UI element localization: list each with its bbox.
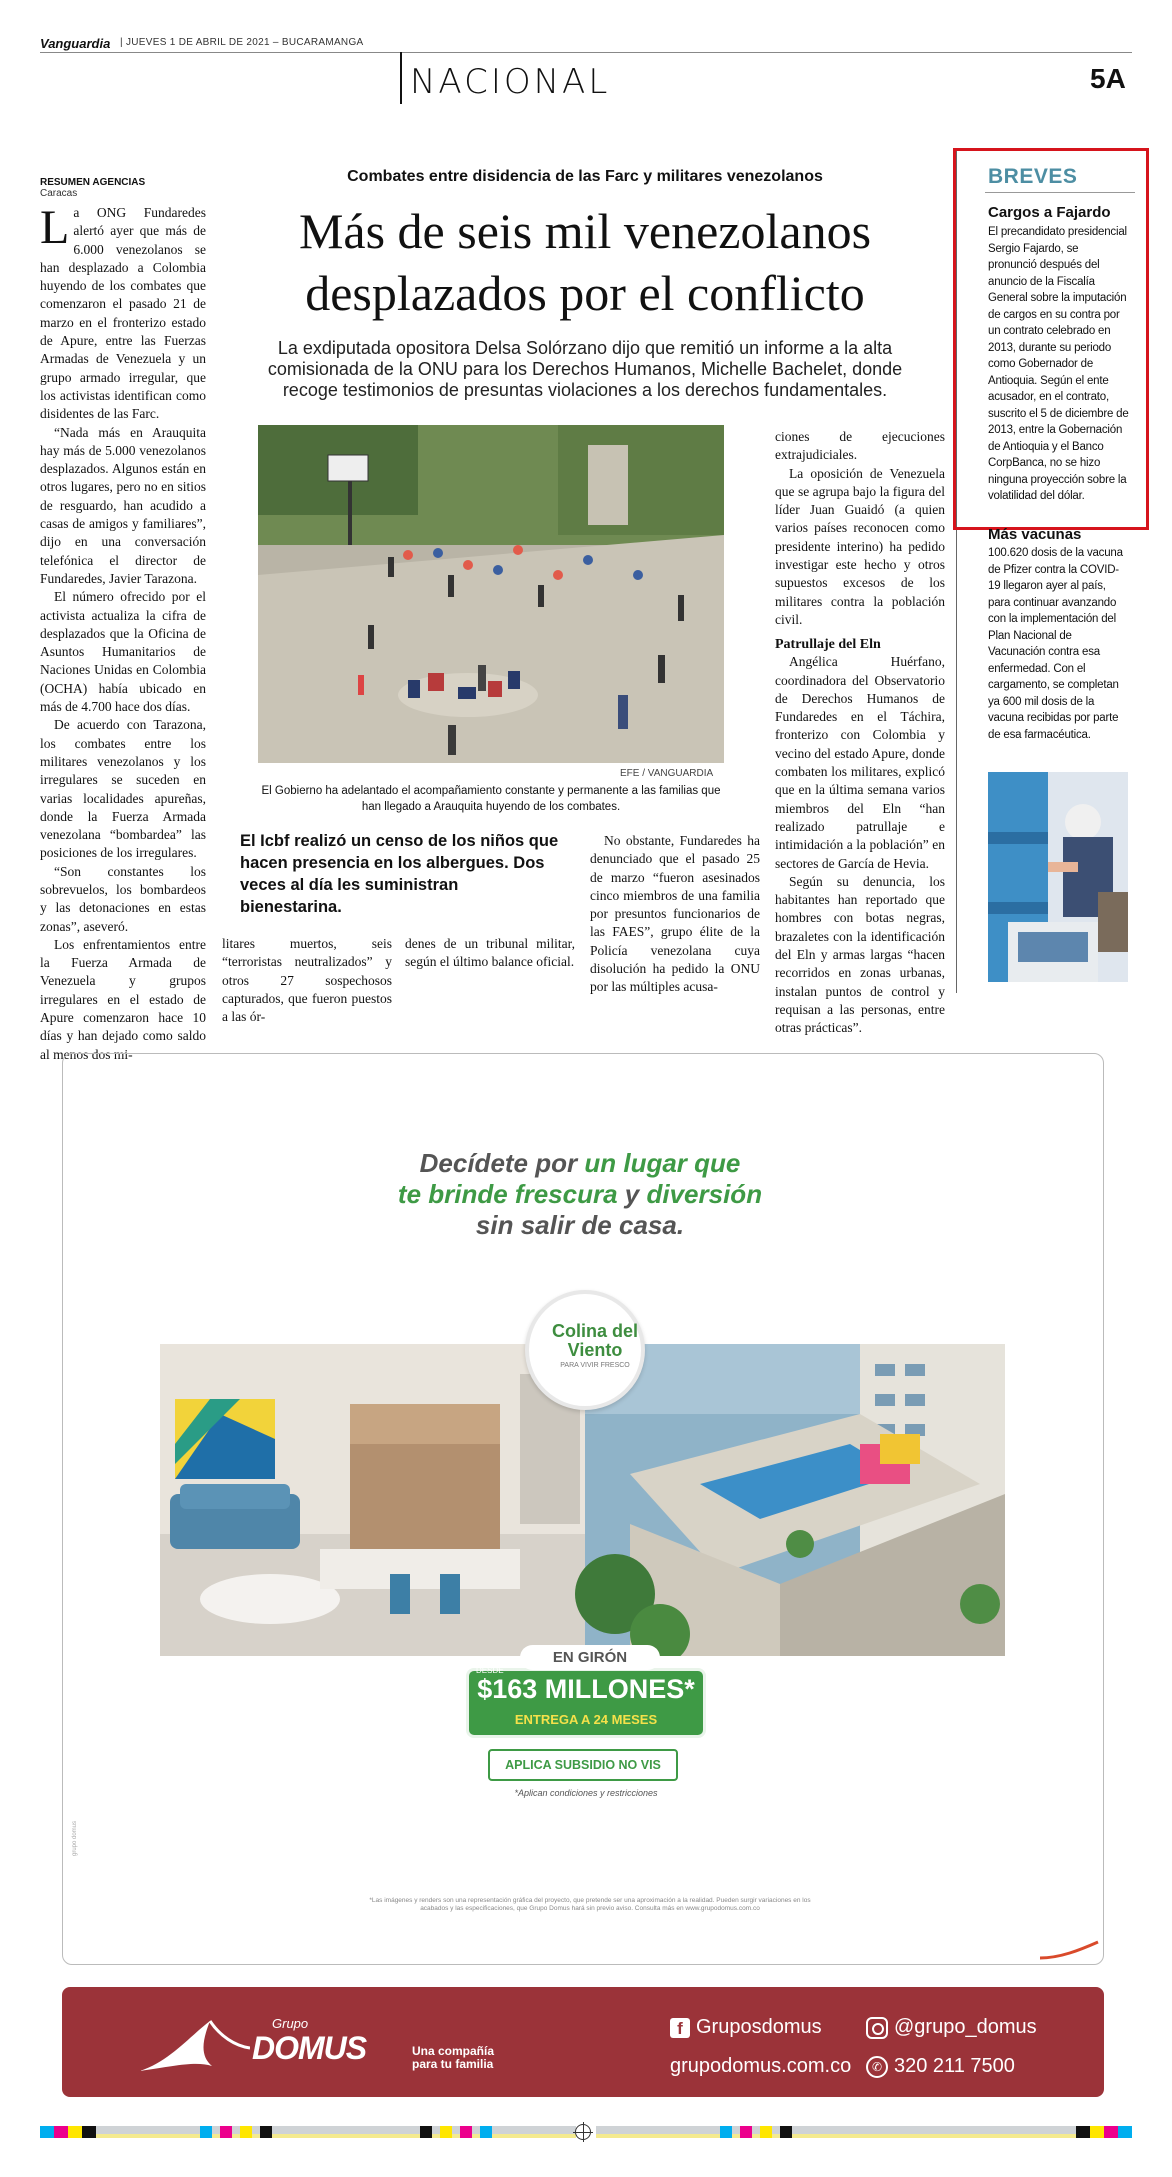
price: $163 MILLONES* [477,1674,695,1704]
domus-wordmark: DOMUS [252,2030,367,2066]
breve-title: Más vacunas [988,526,1082,543]
masthead-brand: Vanguardia [40,36,111,51]
photo-credit: EFE / VANGUARDIA [620,768,714,779]
facebook-icon: f [670,2018,690,2038]
breve-body: 100.620 dosis de la vacuna de Pfizer contra la COVID-19 llegaron ayer al país, para continuar avanzando con la implementación del Plan Nacional de Vacunación contra esa enfermedad. Con el cargamento, se completan ya 600 mil dosis de la vacuna recibidas por parte de esa farmacéutica. [988,547,1123,741]
phone-icon: ✆ [866,2056,888,2078]
breve-title: Cargos a Fajardo [988,204,1111,221]
price-prefix: DESDE [476,1666,504,1675]
article-column-left [40,201,206,1064]
instagram-handle: @grupo_domus [894,2016,1037,2038]
article-headline: Más de seis mil venezolanos desplazados por el conflicto [298,203,872,321]
page-number: 5A [1090,63,1126,94]
breve-body: El precandidato presidencial Sergio Fajardo, se pronunció después del anuncio de la Fiscalía General sobre la imputación de cargos en su contra por un contrato celebrado en 2013, durante su periodo como Gobernador de Antioquia. Según el ente acusador, en el contrato, suscrito el 5 de diciembre de 2013, entre la Gobernación de Antioquia y el Banco CorpBanca, no se hizo ninguna proyección sobre la volatilidad del dólar. [988,226,1129,502]
ad-side-text: grupo domus [72,1820,78,1856]
registration-mark-icon [575,2124,591,2140]
article-paragraph: No obstante, Fundaredes ha denunciado que el pasado 25 de marzo “fueron asesinados cinco miembros de una familia por presuntos funcionarios de las FAES”, grupo élite de la Policía venezolana cuya disolución ha pedido la ONU por las múltiples acusa- [590,833,760,995]
section-title: NACIONAL [410,62,611,102]
article-paragraph: La oposición de Venezuela que se agrupa bajo la figura del líder Juan Guaidó (a quien varios países reconocen como presidente interino) ha pedido investigar este hecho y otros supuestos excesos de los militares contra la población civil. [775,465,945,627]
decorative-swoosh [1040,1940,1100,1960]
byline-place: Caracas [40,188,78,199]
article-paragraph: ciones de ejecuciones extrajudiciales. [775,429,945,463]
domus-grupo: Grupo [272,2016,309,2031]
masthead-date: | JUEVES 1 DE ABRIL DE 2021 – BUCARAMANGA [120,37,364,48]
phone-number: 320 211 7500 [894,2055,1015,2077]
article-column-mid1: litares muertos, seis “terroristas neutralizados” y otros 27 sospechosos capturados, que fueron puestos a las ór- [222,936,392,1025]
photo-caption: El Gobierno ha adelantado el acompañamiento constante y permanente a las familias que han llegado a Arauquita huyendo de los combates. [261,785,721,813]
ad-headline: Decídete por un lugar que te brinde frescura y diversión sin salir de casa. [397,1148,763,1240]
article-paragraph: De acuerdo con Tarazona, los combates entre los militares venezolanos y los irregulares se suceden en varias localidades apureñas, donde la Fuerza Armada venezolana “bombardea” las posiciones de los irregulares. [40,717,206,861]
facebook-handle: Gruposdomus [696,2016,822,2038]
article-subhead: Patrullaje del Eln [775,637,881,653]
article-paragraph: El número ofrecido por el activista actualiza la cifra de desplazados que la Oficina de Asuntos Humanitarios de Naciones Unidas en Colombia (OCHA) había ubicado en más de 4.700 hace dos días. [40,589,206,715]
domus-logo-icon [140,2016,250,2076]
article-paragraph: Los enfrentamientos entre la Fuerza Armada de Venezuela y grupos irregulares en el estado de Apure comenzaron hace 10 días y han dejado como saldo al menos dos mi- [40,936,206,1062]
section-divider [400,52,402,104]
pull-quote: El Icbf realizó un censo de los niños que hacen presencia en los albergues. Dos veces al día les suministran bienestarina. [240,832,559,916]
conditions-note: *Aplican condiciones y restricciones [514,1788,658,1798]
article-paragraph: La ONG Fundaredes alertó ayer que más de 6.000 venezolanos se han desplazado a Colombia huyendo de los combates que comenzaron el pasado 21 de marzo en el fronterizo estado de Apure, entre las Fuerzas Armadas de Venezuela y un grupo armado irregular, que los activistas identifican como disidentes de las Farc. [40,201,206,422]
instagram-icon [866,2017,888,2039]
vaccine-photo [988,772,1128,982]
article-paragraph: “Son constantes los sobrevuelos, los bombardeos y las detonaciones en estas zonas”, aseveró. [40,863,206,934]
masthead-rule [40,52,1132,53]
article-kicker: Combates entre disidencia de las Farc y militares venezolanos [347,168,823,185]
website-url: grupodomus.com.co [670,2055,852,2077]
article-column-mid2: denes de un tribunal militar, según el último balance oficial. [405,936,575,970]
breves-title: BREVES [988,165,1078,188]
article-paragraph: “Nada más en Arauquita hay más de 5.000 venezolanos desplazados. Algunos están en otros lugares, pero no en sitios de resguardo, han acudido a casas de amigos y familiares”, dijo en una conversación telefónica el director de Fundaredes, Javier Tarazona. [40,424,206,586]
dropcap: L [40,201,70,254]
article-paragraph: Angélica Huérfano, coordinadora del Observatorio de Derechos Humanos de Fundaredes en el Táchira, fronterizo con Colombia y vecino del estado Apure, donde combaten los militares, explicó que en la última semana varios miembros del Eln “han realizado patrullaje e intimidación a la población” en sectores de García de Hevia. [775,654,945,871]
article-paragraph: Según su denuncia, los habitantes han reportado que hombres con botas negras, brazaletes con la identificación del Eln y armas largas “hacen recorridos en zonas urbanas, instalan puntos de control y requisan a las personas, entre otras prácticas”. [775,873,945,1036]
location-label: EN GIRÓN [520,1645,660,1670]
subsidy-badge: APLICA SUBSIDIO NO VIS [488,1749,678,1781]
ad-disclaimer: *Las imágenes y renders son una representación gráfica del proyecto, que pretende ser una aproximación a la realidad. Pueden surgir variaciones en los acabados y las especificaciones, que Grupo Domus hará sin previo aviso. Consulta más en www.grupodomus.com.co [369,1897,811,1912]
byline-agency: RESUMEN AGENCIAS [40,177,146,188]
delivery-label: ENTREGA A 24 MESES [514,1712,658,1727]
colina-logo-tagline: PARA VIVIR FRESCO [560,1362,630,1369]
news-photo [258,425,724,763]
colina-logo: Colina del Viento [551,1321,638,1360]
article-deck: La exdiputada opositora Delsa Solórzano dijo que remitió un informe a la alta comisionada de la ONU para los Derechos Humanos, Michelle Bachelet, donde recoge testimonios de presuntas violaciones a los derechos fundamentales. [267,338,903,400]
article-column-mid3 [590,832,760,997]
domus-tagline: Una compañía para tu familia [412,2044,495,2071]
article-column-right [775,428,945,1038]
breves-rule [985,192,1135,193]
